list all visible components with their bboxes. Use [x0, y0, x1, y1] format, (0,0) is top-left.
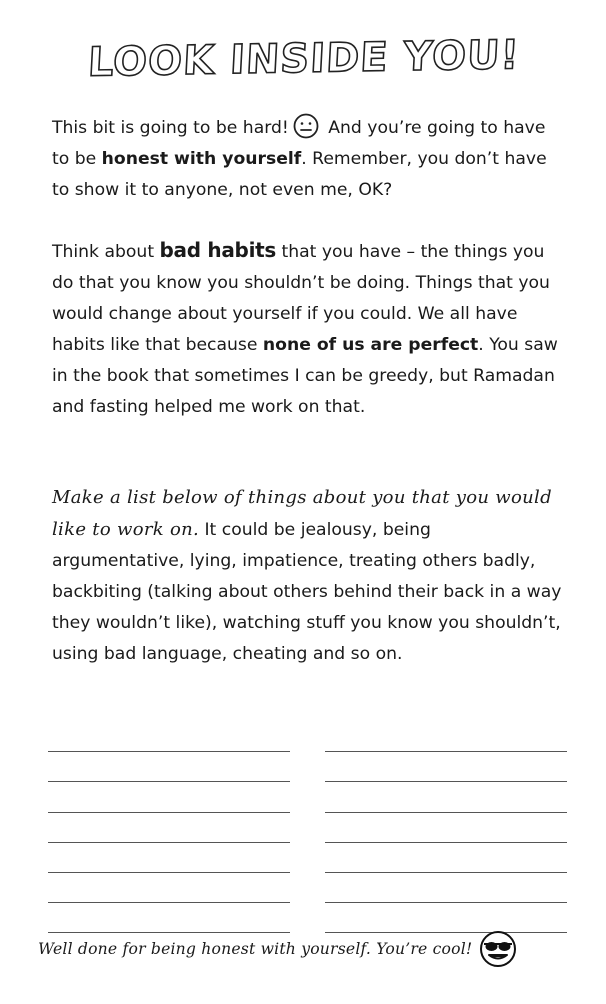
- page-title: LOOK INSIDE YOU!: [86, 32, 521, 86]
- writing-line[interactable]: [48, 813, 290, 843]
- intro-text-1: This bit is going to be hard!: [52, 118, 289, 138]
- habits-paragraph: [52, 235, 567, 423]
- list-text-1: It could be jealousy, being argumentative, lying, impatience, treating others badly, backbiting (talking about others behind their back in a way they wouldn’t like), watching stuff you know you shouldn’t, using bad language, cheating and so on.: [52, 520, 562, 664]
- habits-text-1: Think about: [52, 242, 160, 262]
- writing-lines-left: [48, 722, 290, 933]
- habits-bold-text: none of us are perfect: [262, 335, 479, 355]
- writing-line[interactable]: [48, 873, 290, 903]
- intro-text-2: And you’re going to have to be: [52, 118, 546, 169]
- writing-lines-right: [325, 722, 567, 933]
- writing-line[interactable]: [325, 813, 567, 843]
- writing-line[interactable]: [48, 782, 290, 812]
- list-paragraph: [52, 482, 567, 670]
- footer-text: Well done for being honest with yourself. You’re cool!: [38, 940, 473, 958]
- writing-line[interactable]: [48, 843, 290, 873]
- list-handwritten-text: Make a list below of things about you that you would like to work on.: [52, 487, 552, 540]
- worried-face-icon: [293, 113, 319, 139]
- habits-text-2: that you have – the things you do that you know you shouldn’t be doing. Things that you would change about yourself if you could. We all have habits like that because: [52, 242, 550, 355]
- writing-line[interactable]: [325, 843, 567, 873]
- writing-line[interactable]: [325, 722, 567, 752]
- footer-message: [38, 928, 578, 968]
- habits-text-3: . You saw in the book that sometimes I can be greedy, but Ramadan and fasting helped me work on that.: [52, 335, 558, 417]
- intro-paragraph: [52, 113, 567, 206]
- sunglasses-face-icon: [478, 928, 518, 968]
- intro-text-3: . Remember, you don’t have to show it to anyone, not even me, OK?: [52, 149, 547, 200]
- writing-line[interactable]: [325, 782, 567, 812]
- habits-heavy-text: bad habits: [159, 238, 276, 262]
- writing-line[interactable]: [48, 752, 290, 782]
- writing-line[interactable]: [325, 873, 567, 903]
- intro-bold-text: honest with yourself: [101, 149, 302, 169]
- writing-line[interactable]: [325, 752, 567, 782]
- writing-line[interactable]: [48, 722, 290, 752]
